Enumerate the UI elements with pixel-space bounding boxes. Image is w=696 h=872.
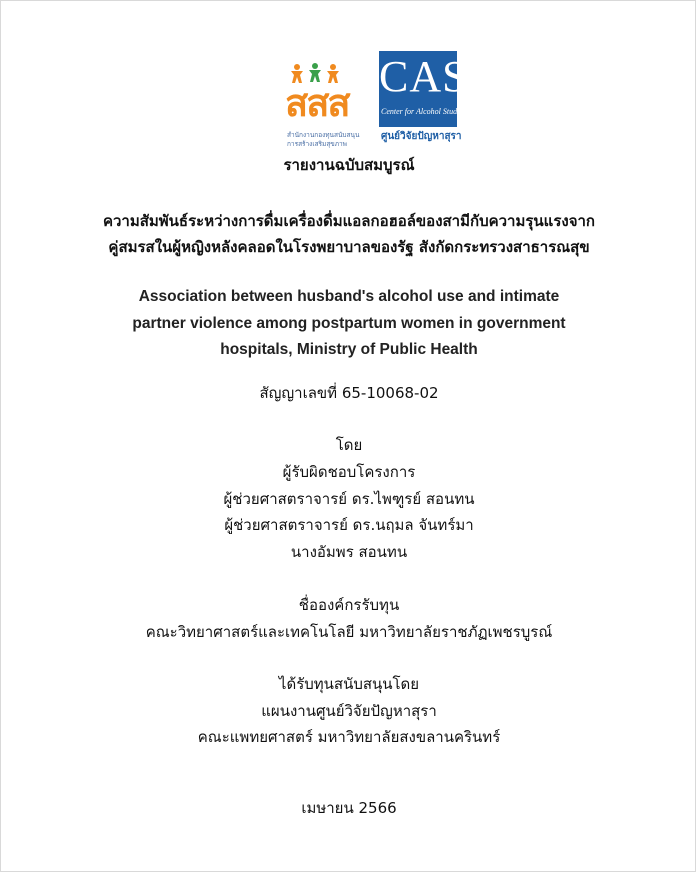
cas-wordmark: CAS bbox=[379, 52, 468, 101]
report-type: รายงานฉบับสมบูรณ์ bbox=[283, 156, 415, 174]
thaihealth-subtitle-1: สำนักงานกองทุนสนับสนุน bbox=[287, 131, 360, 139]
contract-number: สัญญาเลขที่ 65-10068-02 bbox=[259, 384, 439, 402]
funding-line-1: แผนงานศูนย์วิจัยปัญหาสุรา bbox=[261, 702, 437, 720]
cas-logo-box bbox=[379, 51, 468, 127]
by-label: โดย bbox=[335, 436, 363, 454]
thaihealth-logo bbox=[285, 63, 369, 149]
grantee-heading: ชื่อองค์กรรับทุน bbox=[298, 596, 400, 614]
thaihealth-subtitle-2: การสร้างเสริมสุขภาพ bbox=[287, 140, 347, 148]
cas-thai-name: ศูนย์วิจัยปัญหาสุรา bbox=[381, 131, 462, 142]
project-lead-label: ผู้รับผิดชอบโครงการ bbox=[282, 463, 416, 481]
title-th-line-2: คู่สมรสในผู้หญิงหลังคลอดในโรงพยาบาลของรัฐ สังกัดกระทรวงสาธารณสุข bbox=[108, 238, 590, 256]
report-date: เมษายน 2566 bbox=[301, 799, 397, 817]
cas-logo bbox=[379, 51, 468, 143]
title-en-line-3: hospitals, Ministry of Public Health bbox=[220, 341, 478, 358]
title-th-line-1: ความสัมพันธ์ระหว่างการดื่มเครื่องดื่มแอลกอฮอล์ของสามีกับความรุนแรงจาก bbox=[102, 212, 596, 230]
author-3: นางอัมพร สอนทน bbox=[290, 543, 408, 561]
author-2: ผู้ช่วยศาสตราจารย์ ดร.นฤมล จันทร์มา bbox=[224, 516, 474, 534]
title-en-line-2: partner violence among postpartum women in government bbox=[132, 315, 566, 332]
logo-area bbox=[1, 51, 696, 151]
funding-line-2: คณะแพทยศาสตร์ มหาวิทยาลัยสงขลานครินทร์ bbox=[197, 728, 501, 746]
title-en-line-1: Association between husband's alcohol use and intimate bbox=[138, 288, 560, 305]
funding-heading: ได้รับทุนสนับสนุนโดย bbox=[278, 675, 420, 693]
cas-english-name: Center for Alcohol Studies bbox=[381, 107, 466, 116]
thaihealth-wordmark: สสส bbox=[285, 81, 349, 125]
grantee-org: คณะวิทยาศาสตร์และเทคโนโลยี มหาวิทยาลัยราชภัฏเพชรบูรณ์ bbox=[145, 623, 553, 641]
author-1: ผู้ช่วยศาสตราจารย์ ดร.ไพฑูรย์ สอนทน bbox=[223, 490, 475, 508]
